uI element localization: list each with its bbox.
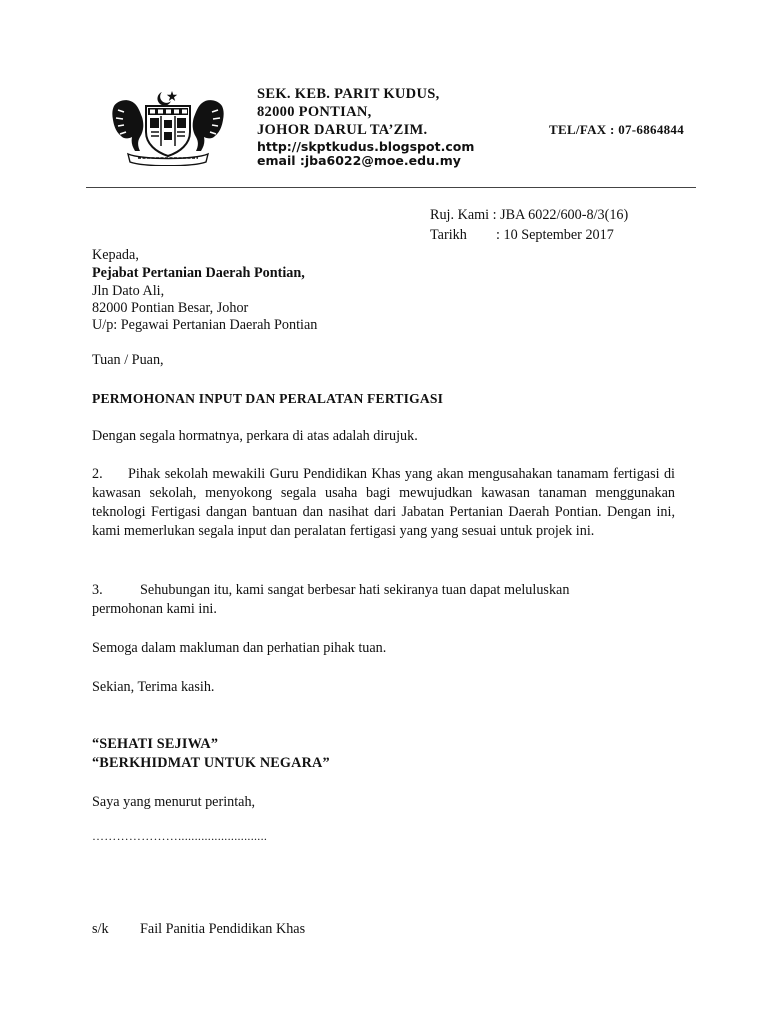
signature-line: …………………........................... — [92, 829, 268, 843]
date-label: Tarikh — [430, 227, 467, 243]
recipient-attention: U/p: Pegawai Pertanian Daerah Pontian — [92, 317, 318, 333]
paragraph-3-line1: Sehubungan itu, kami sangat berbesar hati sekiranya tuan dapat meluluskan — [140, 582, 570, 598]
closing-line-1: Semoga dalam makluman dan perhatian pihak tuan. — [92, 640, 387, 656]
date-value: : 10 September 2017 — [496, 227, 614, 243]
subject-heading: PERMOHONAN INPUT DAN PERALATAN FERTIGASI — [92, 391, 444, 406]
school-postcode-city: 82000 PONTIAN, — [257, 104, 372, 120]
recipient-kepada: Kepada, — [92, 247, 139, 263]
school-name: SEK. KEB. PARIT KUDUS, — [257, 86, 440, 102]
paragraph-2-number: 2. — [92, 466, 103, 482]
school-email: email :jba6022@moe.edu.my — [257, 153, 461, 168]
opening-line: Dengan segala hormatnya, perkara di atas adalah dirujuk. — [92, 428, 418, 444]
school-telfax: TEL/FAX : 07-6864844 — [549, 122, 685, 137]
motto-line-2: “BERKHIDMAT UNTUK NEGARA” — [92, 755, 330, 771]
closing-line-2: Sekian, Terima kasih. — [92, 679, 215, 695]
motto-line-1: “SEHATI SEJIWA” — [92, 736, 219, 752]
sk-value: Fail Panitia Pendidikan Khas — [140, 921, 306, 937]
malaysia-coat-of-arms-icon — [106, 88, 230, 166]
paragraph-3-number: 3. — [92, 582, 103, 598]
paragraph-2: Pihak sekolah mewakili Guru Pendidikan Khas yang akan mengusahakan tanamam fertigasi di kawasan sekolah, menyokong segala usaha bagi mewujudkan kawasan tanaman menggunakan teknologi Fertigasi dangan bantuan dan nasihat dari Jabatan Pertanian Daerah Pontian. Dengan ini, kami memerlukan segala input dan peralatan fertigasi yang yang sesuai untuk projek ini. — [92, 466, 675, 539]
school-website: http://skptkudus.blogspot.com — [257, 139, 475, 154]
reference-number: Ruj. Kami : JBA 6022/600-8/3(16) — [430, 207, 629, 223]
letterhead-divider — [86, 187, 696, 188]
sk-label: s/k — [92, 921, 109, 937]
paragraph-3-line2: permohonan kami ini. — [92, 601, 217, 617]
school-state: JOHOR DARUL TA’ZIM. — [257, 122, 428, 138]
recipient-address-line2: 82000 Pontian Besar, Johor — [92, 300, 249, 316]
recipient-address-line1: Jln Dato Ali, — [92, 283, 165, 299]
recipient-office: Pejabat Pertanian Daerah Pontian, — [92, 265, 305, 281]
salutation: Tuan / Puan, — [92, 352, 164, 368]
signoff-line: Saya yang menurut perintah, — [92, 794, 256, 810]
